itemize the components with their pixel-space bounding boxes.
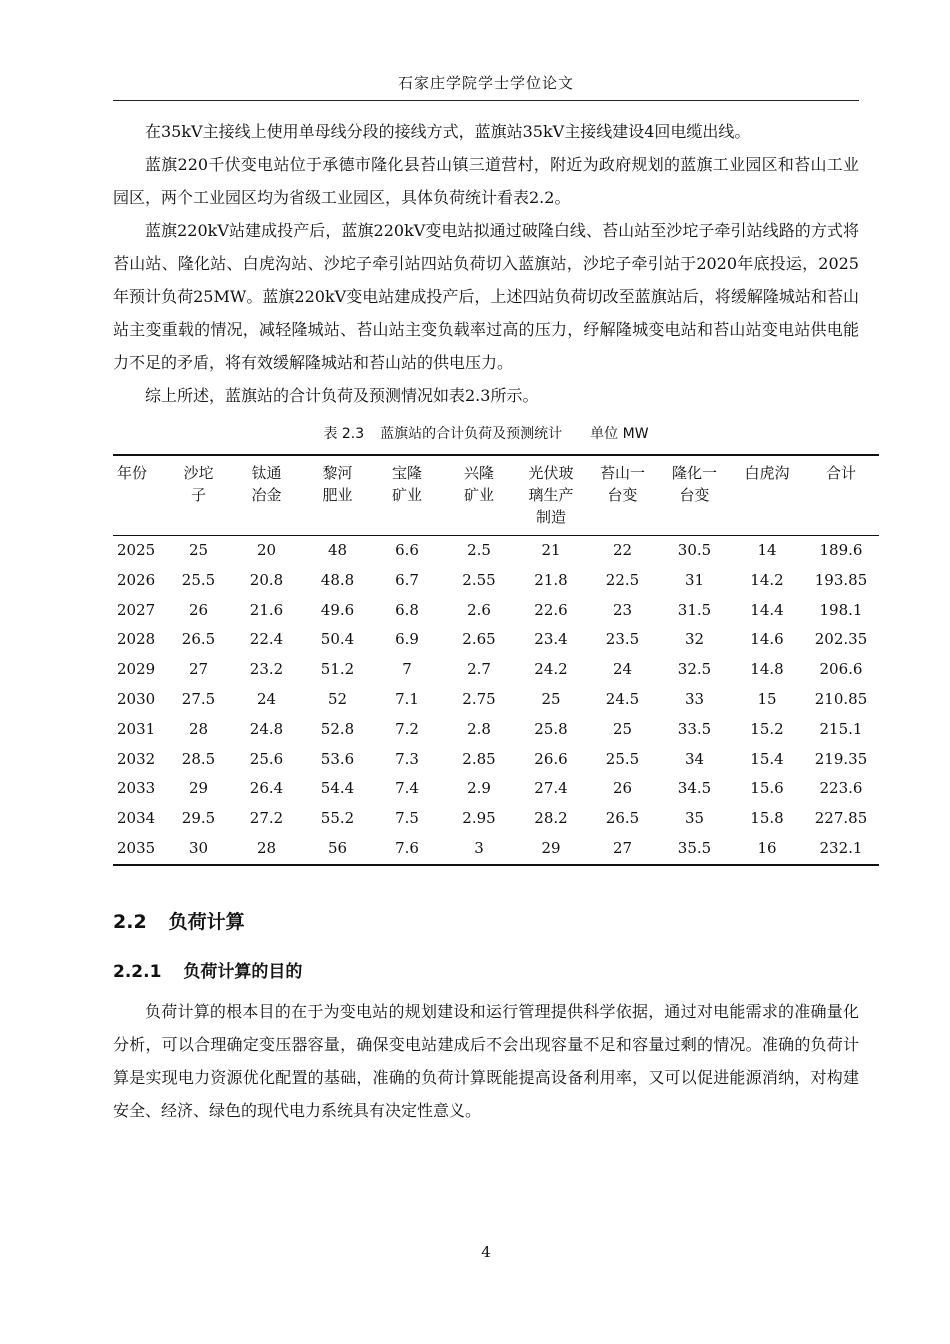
- value-cell: 215.1: [819, 719, 863, 738]
- value-cell: 35: [684, 809, 705, 828]
- section-title: 负荷计算: [168, 910, 245, 933]
- column-header: 光伏玻璃生产制造: [528, 464, 574, 526]
- intro-text: [113, 115, 859, 412]
- section-number: 2.2.1: [113, 961, 162, 982]
- value-cell: 6.9: [395, 630, 419, 649]
- column-header: 钛通冶金: [251, 464, 282, 504]
- year-cell: 2028: [117, 630, 156, 649]
- value-cell: 24.2: [534, 660, 568, 679]
- value-cell: 2.75: [462, 689, 496, 708]
- value-cell: 2.65: [462, 630, 496, 649]
- value-cell: 33: [684, 689, 705, 708]
- value-cell: 21: [541, 541, 561, 559]
- table-caption-unit: 单位 MW: [590, 426, 649, 442]
- value-cell: 193.85: [814, 570, 868, 589]
- value-cell: 7.2: [395, 719, 419, 738]
- table-row: [113, 625, 879, 655]
- value-cell: 7: [402, 660, 412, 679]
- value-cell: 21.8: [534, 570, 568, 589]
- value-cell: 50.4: [320, 630, 355, 649]
- value-cell: 53.6: [320, 749, 355, 768]
- value-cell: 33.5: [677, 719, 712, 738]
- table-row: [113, 745, 879, 775]
- value-cell: 6.8: [395, 600, 419, 619]
- value-cell: 14.4: [750, 600, 784, 619]
- value-cell: 26.6: [534, 749, 568, 768]
- page-number: 4: [481, 1243, 491, 1261]
- value-cell: 15.4: [750, 749, 784, 768]
- value-cell: 48: [327, 541, 348, 559]
- value-cell: 34: [684, 749, 705, 768]
- value-cell: 23.4: [534, 630, 568, 649]
- value-cell: 2.9: [467, 779, 491, 798]
- value-cell: 25: [541, 689, 561, 708]
- section-heading-2-2: [113, 910, 859, 934]
- value-cell: 7.5: [395, 809, 419, 828]
- value-cell: 3: [474, 838, 484, 857]
- value-cell: 14.2: [750, 570, 784, 589]
- value-cell: 232.1: [819, 838, 863, 857]
- value-cell: 34.5: [677, 779, 712, 798]
- value-cell: 15.6: [750, 779, 784, 798]
- column-header: 合计: [825, 464, 856, 482]
- value-cell: 31.5: [677, 600, 712, 619]
- value-cell: 14.8: [750, 660, 784, 679]
- table-row: [113, 834, 879, 865]
- value-cell: 30: [188, 838, 209, 857]
- value-cell: 31: [684, 570, 705, 589]
- value-cell: 26.5: [605, 809, 640, 828]
- value-cell: 32.5: [677, 660, 712, 679]
- value-cell: 23.2: [249, 660, 284, 679]
- value-cell: 28.2: [534, 809, 568, 828]
- value-cell: 24.8: [249, 719, 284, 738]
- year-cell: 2025: [117, 541, 156, 559]
- value-cell: 2.6: [467, 600, 491, 619]
- value-cell: 49.6: [320, 600, 355, 619]
- value-cell: 26: [612, 779, 633, 798]
- value-cell: 25.6: [249, 749, 284, 768]
- year-cell: 2029: [117, 660, 156, 679]
- value-cell: 25.5: [181, 570, 216, 589]
- value-cell: 27: [612, 838, 633, 857]
- table-body: [113, 536, 879, 865]
- table-caption-title: 蓝旗站的合计负荷及预测统计: [380, 426, 563, 442]
- value-cell: 14.6: [750, 630, 784, 649]
- value-cell: 25: [612, 719, 633, 738]
- year-cell: 2035: [117, 838, 156, 857]
- year-cell: 2026: [117, 570, 156, 589]
- value-cell: 7.3: [395, 749, 419, 768]
- paragraph: 蓝旗220千伏变电站位于承德市隆化县苔山镇三道营村，附近为政府规划的蓝旗工业园区和苔山工业园区，两个工业园区均为省级工业园区，具体负荷统计看表2.2。: [113, 155, 859, 207]
- value-cell: 219.35: [814, 749, 868, 768]
- value-cell: 15.8: [750, 809, 784, 828]
- value-cell: 24: [256, 689, 277, 708]
- year-cell: 2033: [117, 779, 156, 798]
- value-cell: 223.6: [819, 779, 863, 798]
- column-header: 黎河肥业: [322, 464, 353, 504]
- table-row: [113, 536, 879, 566]
- column-header: 宝隆矿业: [391, 464, 422, 504]
- value-cell: 210.85: [814, 689, 868, 708]
- value-cell: 14: [757, 541, 777, 559]
- value-cell: 6.6: [395, 541, 419, 559]
- value-cell: 7.1: [395, 689, 419, 708]
- value-cell: 35.5: [677, 838, 712, 857]
- value-cell: 51.2: [320, 660, 355, 679]
- value-cell: 206.6: [819, 660, 863, 679]
- value-cell: 55.2: [320, 809, 355, 828]
- column-header: 隆化一台变: [671, 464, 717, 504]
- value-cell: 7.4: [395, 779, 419, 798]
- year-cell: 2031: [117, 719, 156, 738]
- value-cell: 26.4: [249, 779, 284, 798]
- value-cell: 27.5: [181, 689, 216, 708]
- value-cell: 2.5: [467, 541, 491, 559]
- value-cell: 22.6: [534, 600, 568, 619]
- value-cell: 22: [612, 541, 633, 559]
- section-heading-2-2-1: [113, 961, 859, 983]
- paragraph: 在35kV主接线上使用单母线分段的接线方式，蓝旗站35kV主接线建设4回电缆出线。: [145, 122, 751, 141]
- value-cell: 56: [327, 838, 348, 857]
- value-cell: 7.6: [395, 838, 419, 857]
- value-cell: 29: [188, 779, 209, 798]
- column-header: 兴隆矿业: [463, 464, 494, 504]
- value-cell: 2.85: [462, 749, 496, 768]
- value-cell: 2.7: [467, 660, 491, 679]
- value-cell: 21.6: [249, 600, 284, 619]
- year-cell: 2032: [117, 749, 156, 768]
- value-cell: 30.5: [677, 541, 712, 559]
- value-cell: 25.8: [534, 719, 568, 738]
- table-header-row: [113, 455, 879, 536]
- value-cell: 27: [188, 660, 209, 679]
- value-cell: 20: [256, 541, 277, 559]
- table-row: [113, 685, 879, 715]
- paragraph: 蓝旗220kV站建成投产后，蓝旗220kV变电站拟通过破隆白线、苔山站至沙坨子牵引站线路的方式将苔山站、隆化站、白虎沟站、沙坨子牵引站四站负荷切入蓝旗站，沙坨子牵引站于2020年底投运，2025年预计负荷25MW。蓝旗220kV变电站建成投产后，上述四站负荷切改至蓝旗站后，将缓解隆城站和苔山站主变重载的情况，减轻隆城站、苔山站主变负载率过高的压力，纾解隆城变电站和苔山站变电站供电能力不足的矛盾，将有效缓解隆城站和苔山站的供电压力。: [113, 221, 859, 372]
- year-cell: 2027: [117, 600, 156, 619]
- table-row: [113, 715, 879, 745]
- value-cell: 6.7: [395, 570, 419, 589]
- value-cell: 15: [757, 689, 777, 708]
- value-cell: 32: [684, 630, 705, 649]
- value-cell: 48.8: [320, 570, 355, 589]
- value-cell: 2.95: [462, 809, 496, 828]
- value-cell: 52.8: [320, 719, 355, 738]
- value-cell: 25: [188, 541, 209, 559]
- table-row: [113, 804, 879, 834]
- value-cell: 28.5: [181, 749, 216, 768]
- table-row: [113, 596, 879, 626]
- value-cell: 189.6: [819, 541, 863, 559]
- page-header-title: 石家庄学院学士学位论文: [397, 74, 574, 92]
- table-caption: [113, 424, 859, 444]
- value-cell: 22.4: [249, 630, 284, 649]
- value-cell: 27.4: [534, 779, 568, 798]
- column-header: 年份: [117, 464, 148, 482]
- value-cell: 54.4: [320, 779, 355, 798]
- value-cell: 198.1: [819, 600, 863, 619]
- paragraph: 负荷计算的根本目的在于为变电站的规划建设和运行管理提供科学依据，通过对电能需求的准确量化分析，可以合理确定变压器容量，确保变电站建成后不会出现容量不足和容量过剩的情况。准确的负荷计算是实现电力资源优化配置的基础，准确的负荷计算既能提高设备利用率，又可以促进能源消纳，对构建安全、经济、绿色的现代电力系统具有决定性意义。: [113, 1001, 859, 1120]
- column-header: 苔山一台变: [599, 464, 645, 504]
- header-rule: [113, 100, 859, 101]
- value-cell: 2.8: [467, 719, 491, 738]
- load-forecast-table: [113, 454, 879, 866]
- value-cell: 25.5: [605, 749, 640, 768]
- value-cell: 26.5: [181, 630, 216, 649]
- value-cell: 27.2: [249, 809, 284, 828]
- value-cell: 2.55: [462, 570, 496, 589]
- value-cell: 29.5: [181, 809, 216, 828]
- section-number: 2.2: [113, 910, 147, 933]
- section-text: [113, 995, 859, 1127]
- value-cell: 28: [188, 719, 209, 738]
- value-cell: 23.5: [605, 630, 640, 649]
- value-cell: 22.5: [605, 570, 640, 589]
- value-cell: 24: [612, 660, 633, 679]
- year-cell: 2034: [117, 809, 156, 828]
- column-header: 白虎沟: [744, 464, 790, 482]
- year-cell: 2030: [117, 689, 156, 708]
- table-row: [113, 774, 879, 804]
- value-cell: 24.5: [605, 689, 640, 708]
- value-cell: 23: [612, 600, 633, 619]
- value-cell: 52: [327, 689, 348, 708]
- value-cell: 28: [256, 838, 277, 857]
- table-row: [113, 655, 879, 685]
- paragraph: 综上所述，蓝旗站的合计负荷及预测情况如表2.3所示。: [145, 386, 539, 405]
- value-cell: 16: [757, 838, 777, 857]
- column-header: 沙坨子: [183, 464, 214, 504]
- table-caption-number: 表 2.3: [323, 426, 365, 442]
- value-cell: 202.35: [814, 630, 868, 649]
- value-cell: 29: [541, 838, 561, 857]
- value-cell: 227.85: [814, 809, 868, 828]
- value-cell: 26: [188, 600, 209, 619]
- value-cell: 20.8: [249, 570, 284, 589]
- value-cell: 15.2: [750, 719, 784, 738]
- table-row: [113, 566, 879, 596]
- section-title: 负荷计算的目的: [183, 961, 303, 982]
- page-body: [113, 115, 868, 1127]
